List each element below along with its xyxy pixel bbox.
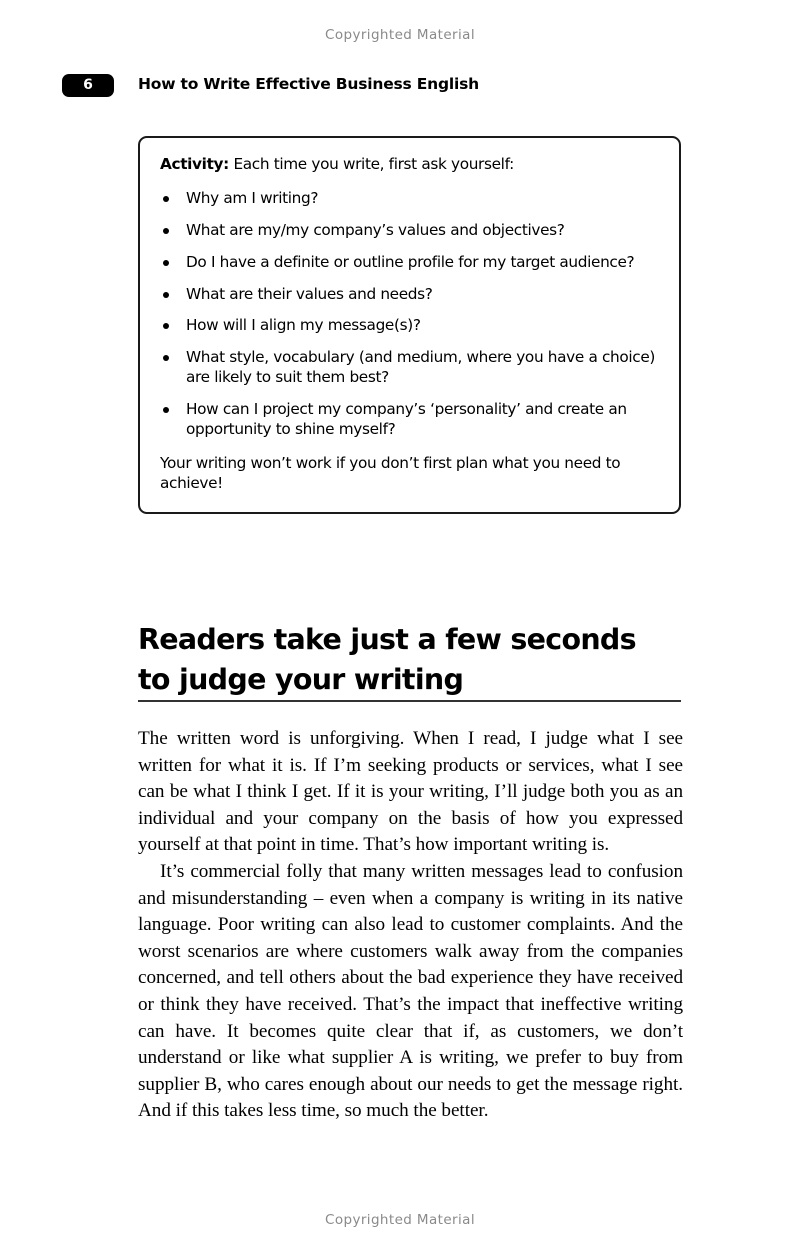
list-item-text: How can I project my company’s ‘personality’ and create an opportunity to shine myself? [186,400,627,438]
list-item-text: How will I align my message(s)? [186,316,421,335]
activity-intro-text: Each time you write, first ask yourself: [228,155,514,173]
list-item [160,348,659,388]
activity-question-list [160,189,659,440]
copyright-watermark-bottom: Copyrighted Material [325,1212,475,1228]
list-item-text: What style, vocabulary (and medium, where you have a choice) are likely to suit them best? [186,348,656,387]
heading-line-2: to judge your writing [138,662,464,696]
list-item-text: Why am I writing? [186,188,319,207]
running-head [0,74,800,98]
book-title: How to Write Effective Business English [138,75,479,93]
page-title [138,620,683,699]
activity-label: Activity: [160,155,229,173]
bullet-icon [163,407,169,413]
paragraph: The written word is unforgiving. When I read, I judge what I see written for what it is. If I’m seeking products or services, what I see can be what I think I get. If it is your writing, I’ll judge both you as an individual and your company on the basis of how you expressed yourself at that point in time. That’s how important writing is. [138,728,683,856]
paragraph: It’s commercial folly that many written messages lead to confusion and misunderstanding – even when a company is writing in its native language. Poor writing can also lead to customer complaints. And the worst scenarios are where customers walk away from the companies concerned, and tell others about the bad experience they have received or think they have received. That’s the impact that ineffective writing can have. It becomes quite clear that if, as customers, we don’t understand or like what supplier A is writing, we prefer to buy from supplier B, who cares enough about our needs to get the message right. And if this takes less time, so much the better. [138,860,683,1122]
copyright-watermark-top: Copyrighted Material [325,27,475,43]
list-item [160,285,659,305]
activity-intro [160,155,659,175]
bullet-icon [163,196,169,202]
list-item-text: What are my/my company’s values and objectives? [186,220,565,239]
bullet-icon [163,355,169,361]
activity-outro: Your writing won’t work if you don’t first plan what you need to achieve! [160,453,621,492]
list-item [160,253,659,273]
page-number-badge: 6 [62,74,114,97]
activity-box [138,136,681,514]
body-text [138,726,683,1125]
list-item-text: Do I have a definite or outline profile for my target audience? [186,252,635,271]
list-item [160,400,659,440]
list-item [160,189,659,209]
bullet-icon [163,228,169,234]
bullet-icon [163,260,169,266]
list-item-text: What are their values and needs? [186,284,433,303]
heading-divider [138,700,681,702]
heading-line-1: Readers take just a few seconds [138,623,636,656]
list-item [160,221,659,241]
bullet-icon [163,292,169,298]
list-item [160,316,659,336]
bullet-icon [163,323,169,329]
